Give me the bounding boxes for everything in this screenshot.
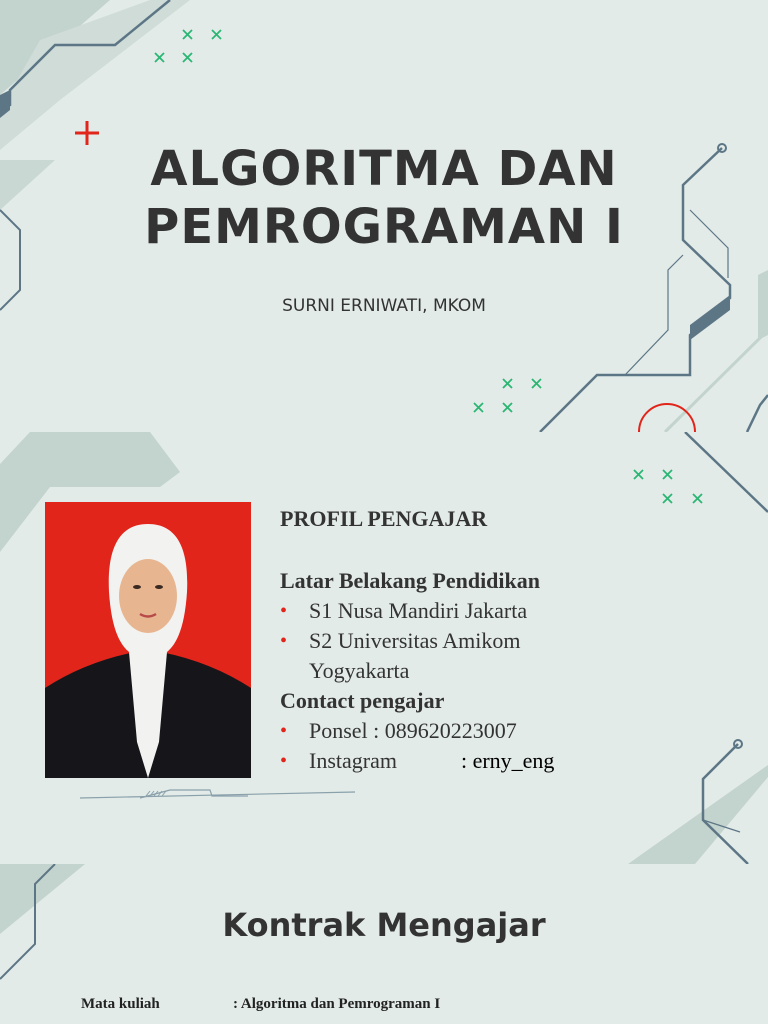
course-label: Mata kuliah [81,996,160,1012]
education-list [280,596,740,686]
title-line-2: PEMROGRAMAN I [144,199,624,255]
education-item-2: S2 Universitas Amikom [309,628,521,653]
instructor-photo [45,502,251,778]
presentation-title [0,140,768,256]
corner-band-shape [628,765,768,864]
contact-heading: Contact pengajar [280,688,445,713]
education-item-1: S1 Nusa Mandiri Jakarta [309,598,528,623]
circuit-line [685,432,768,512]
contact-list [280,716,740,776]
x-mark-icon-group [634,470,702,503]
education-heading: Latar Belakang Pendidikan [280,568,540,593]
education-item-2-continued: Yogyakarta [309,658,410,683]
phone-contact: Ponsel : 089620223007 [309,718,517,743]
circuit-line [747,395,768,432]
x-mark-icon-group [474,379,541,412]
instructor-portrait-image [45,502,251,778]
red-arc-shape [639,404,695,432]
instagram-label: Instagram [309,748,397,773]
profile-slide [0,432,768,864]
title-line-1: ALGORITMA DAN [150,141,618,197]
list-item [280,626,740,686]
title-slide [0,0,768,432]
contract-title: Kontrak Mengajar [222,906,546,944]
author-subtitle: SURNI ERNIWATI, MKOM [282,296,486,316]
bullet-icon: • [280,630,288,652]
x-mark-icon-group [155,30,221,62]
profile-heading: PROFIL PENGAJAR [280,506,488,531]
diagonal-line [665,330,768,432]
bullet-icon: • [280,720,288,742]
list-item [280,746,740,776]
list-item [280,596,740,626]
instagram-handle: : erny_eng [460,748,555,773]
course-value: : Algoritma dan Pemrograman I [233,996,441,1012]
contract-slide [0,864,768,1024]
course-row [81,996,440,1013]
profile-panel [280,504,740,776]
bullet-icon: • [280,750,288,772]
list-item [280,716,740,746]
divider-line [80,792,355,798]
bullet-icon: • [280,600,288,622]
